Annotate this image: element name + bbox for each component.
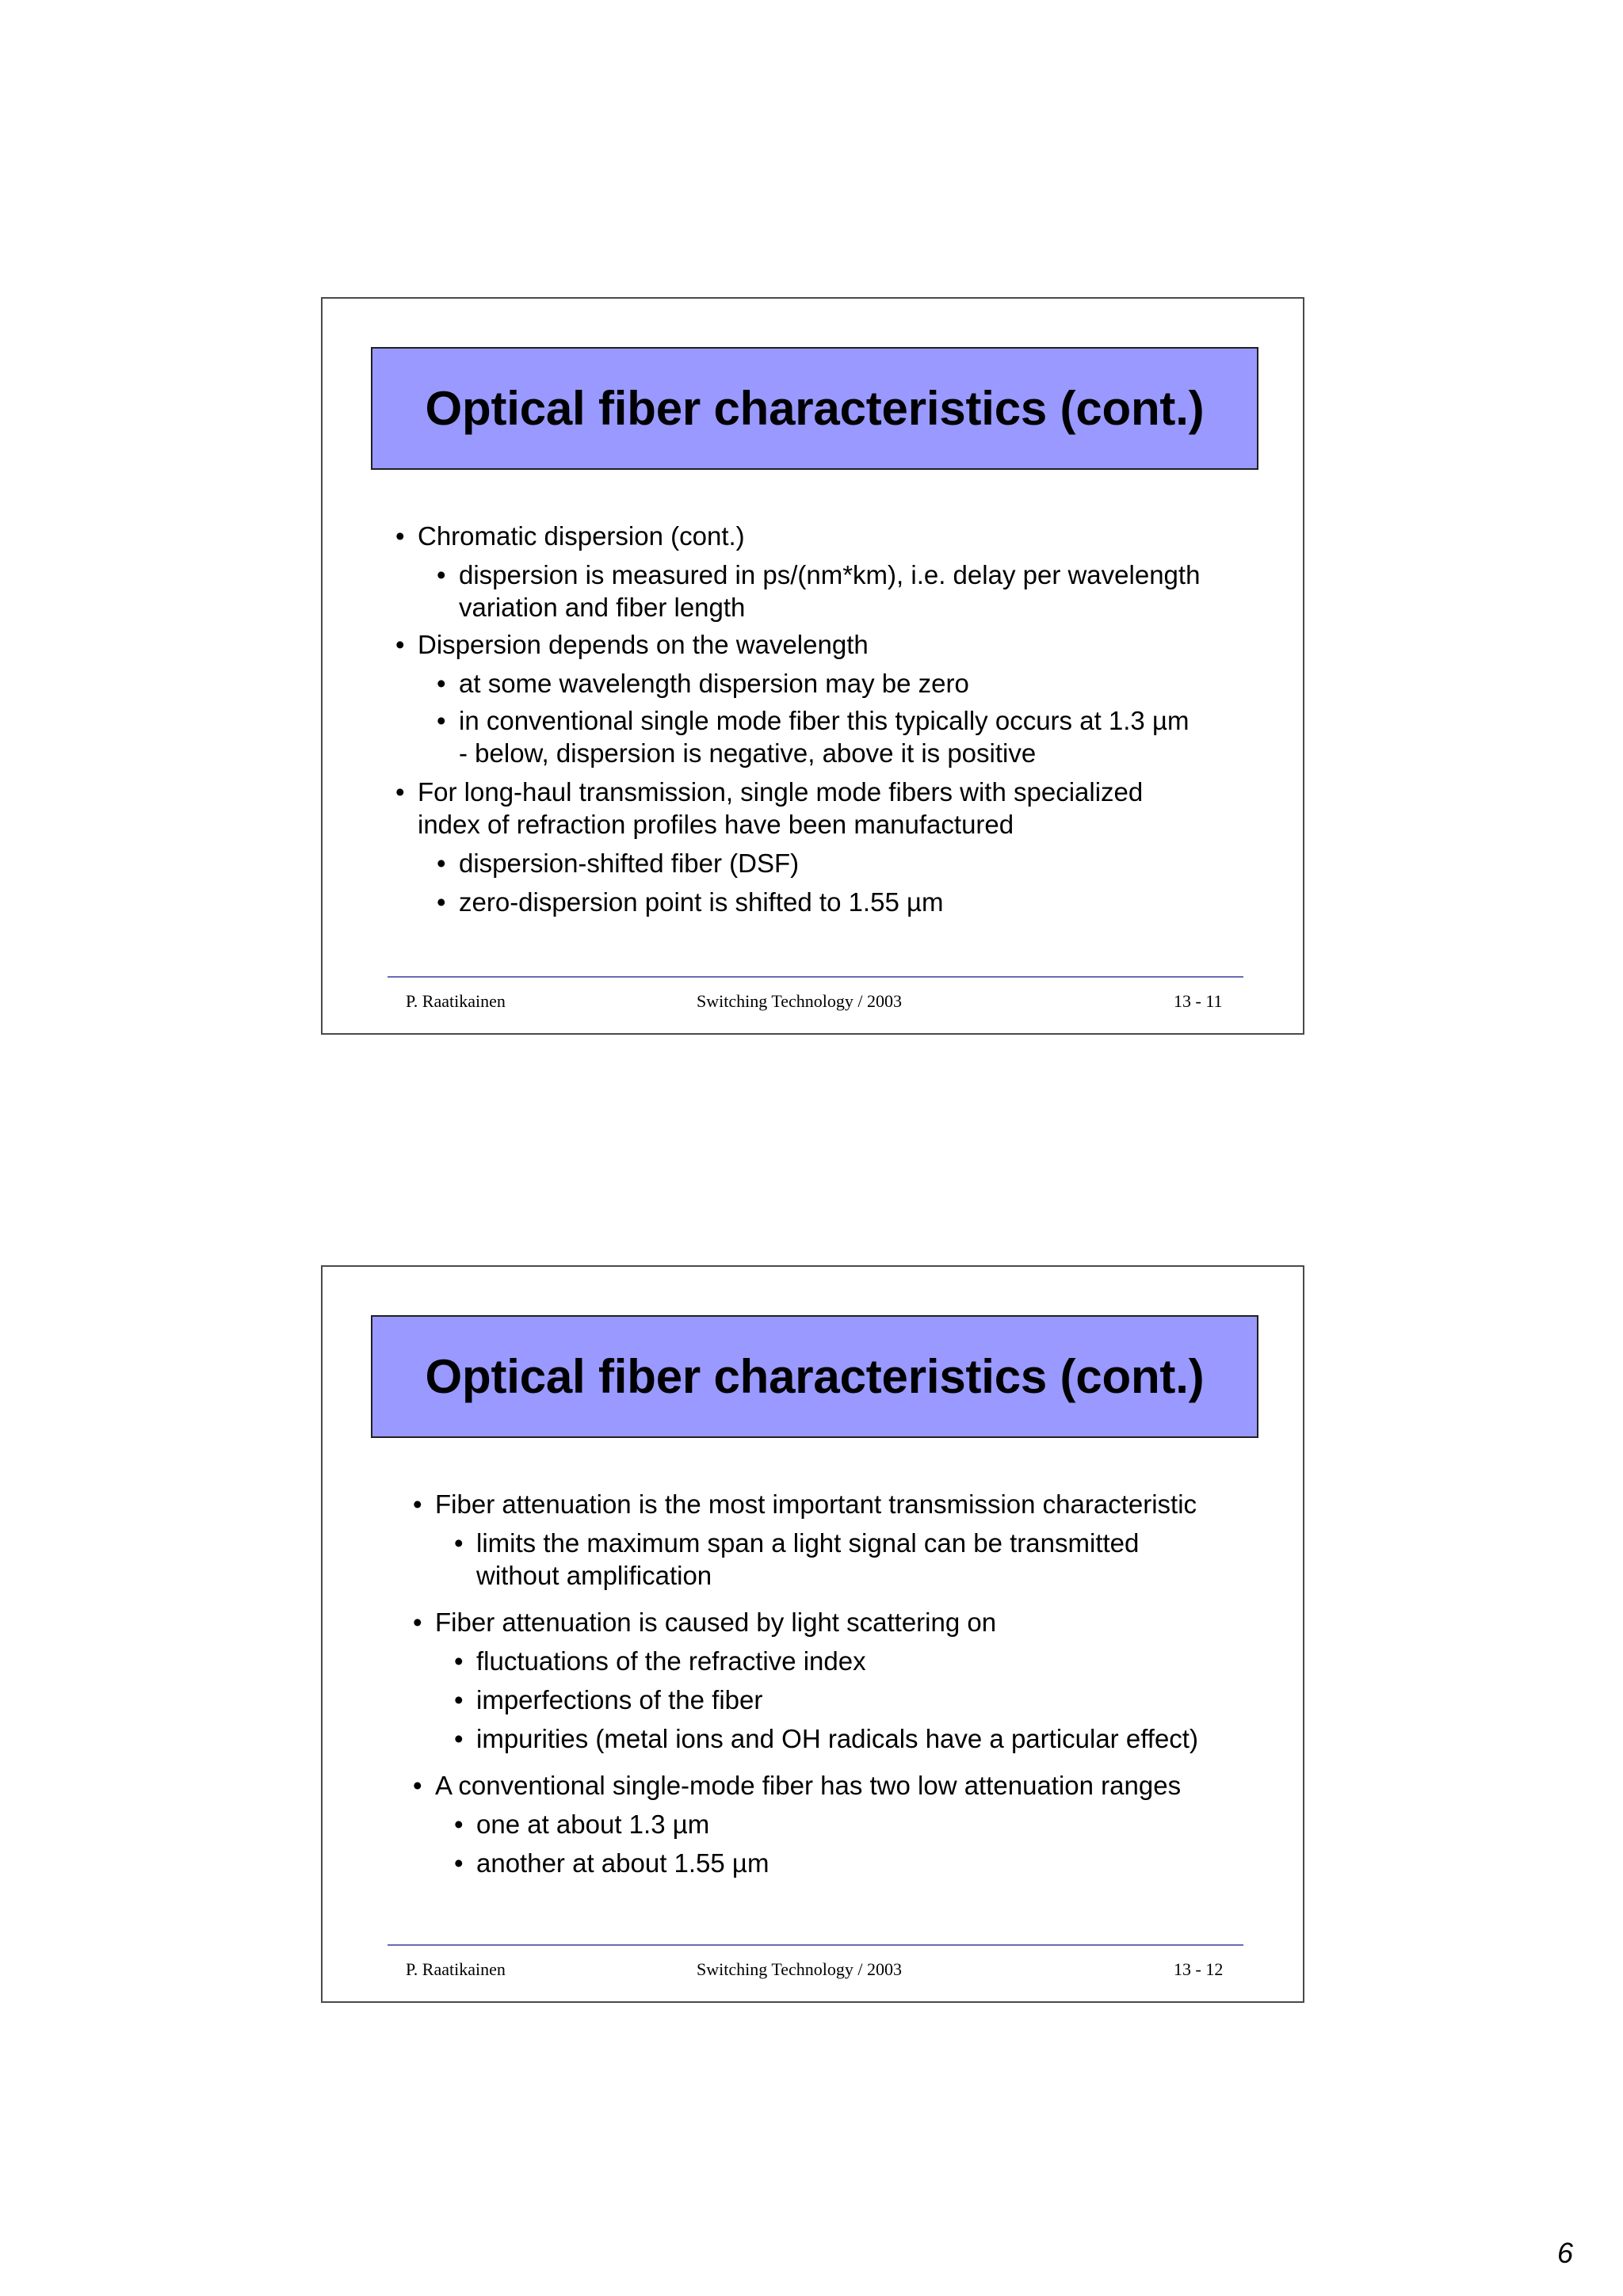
bullet-text: imperfections of the fiber [476, 1685, 763, 1714]
bullet-item [395, 704, 1275, 769]
bullet-text: another at about 1.55 µm [476, 1848, 769, 1878]
bullet-text: variation and fiber length [459, 593, 746, 622]
bullet-text: limits the maximum span a light signal can be transmitted [476, 1528, 1140, 1558]
bullet-text: zero-dispersion point is shifted to 1.55 µm [459, 887, 944, 917]
bullet-item [413, 1684, 1285, 1716]
bullet-item [413, 1847, 1285, 1879]
bullet-text: impurities (metal ions and OH radicals have a particular effect) [476, 1724, 1198, 1753]
slide-13-12 [321, 1265, 1304, 2003]
footer-course: Switching Technology / 2003 [697, 1959, 902, 1979]
bullet-marker: • [395, 630, 405, 659]
bullet-list [413, 1488, 1285, 1879]
bullet-text: at some wavelength dispersion may be zero [459, 669, 969, 698]
bullet-text: Fiber attenuation is the most important transmission characteristic [435, 1489, 1197, 1519]
bullet-marker: • [437, 849, 446, 878]
footer-author: P. Raatikainen [406, 1959, 506, 1979]
bullet-marker: • [454, 1646, 464, 1676]
bullet-text: index of refraction profiles have been manufactured [418, 810, 1014, 839]
bullet-marker: • [413, 1608, 422, 1637]
bullet-item [395, 520, 1275, 552]
bullet-text: - below, dispersion is negative, above it is positive [459, 738, 1037, 768]
footer-course: Switching Technology / 2003 [697, 991, 902, 1011]
bullet-marker: • [454, 1724, 464, 1753]
bullet-item [395, 628, 1275, 661]
bullet-marker: • [454, 1848, 464, 1878]
bullet-item [395, 776, 1275, 841]
bullet-text: dispersion is measured in ps/(nm*km), i.e. delay per wavelength [459, 560, 1201, 589]
bullet-text: For long-haul transmission, single mode fibers with specialized [418, 777, 1144, 807]
bullet-text: one at about 1.3 µm [476, 1810, 710, 1839]
bullet-marker: • [437, 887, 446, 917]
bullet-text: without amplification [476, 1561, 712, 1590]
bullet-marker: • [437, 669, 446, 698]
footer-divider [388, 1944, 1243, 1946]
bullet-text: fluctuations of the refractive index [476, 1646, 866, 1676]
bullet-item [395, 886, 1275, 918]
slide-13-11 [321, 297, 1304, 1035]
bullet-item [395, 667, 1275, 700]
bullet-text: dispersion-shifted fiber (DSF) [459, 849, 800, 878]
bullet-marker: • [454, 1528, 464, 1558]
bullet-text: A conventional single-mode fiber has two low attenuation ranges [435, 1771, 1182, 1800]
bullet-marker: • [437, 706, 446, 735]
footer-slide-number: 13 - 12 [1174, 1959, 1224, 1979]
bullet-marker: • [454, 1685, 464, 1714]
footer-divider [388, 976, 1243, 978]
bullet-item [413, 1645, 1285, 1677]
footer-slide-number: 13 - 11 [1174, 991, 1223, 1011]
bullet-list [395, 520, 1275, 918]
bullet-item [395, 847, 1275, 879]
slide-title: Optical fiber characteristics (cont.) [425, 1350, 1205, 1403]
bullet-text: Fiber attenuation is caused by light scattering on [435, 1608, 997, 1637]
bullet-marker: • [413, 1489, 422, 1519]
page-number: 6 [1557, 2237, 1574, 2269]
bullet-item [413, 1527, 1285, 1592]
bullet-item [413, 1606, 1285, 1638]
bullet-marker: • [395, 521, 405, 551]
bullet-marker: • [454, 1810, 464, 1839]
slide-title: Optical fiber characteristics (cont.) [425, 382, 1205, 435]
bullet-marker: • [437, 560, 446, 589]
bullet-item [395, 559, 1275, 624]
bullet-item [413, 1488, 1285, 1520]
bullet-item [413, 1722, 1285, 1755]
slide-title-box [371, 1315, 1258, 1438]
slide-title-box [371, 347, 1258, 470]
bullet-text: Dispersion depends on the wavelength [418, 630, 869, 659]
bullet-marker: • [413, 1771, 422, 1800]
bullet-marker: • [395, 777, 405, 807]
bullet-item [413, 1769, 1285, 1802]
footer-author: P. Raatikainen [406, 991, 506, 1011]
bullet-text: Chromatic dispersion (cont.) [418, 521, 745, 551]
bullet-text: in conventional single mode fiber this typically occurs at 1.3 µm [459, 706, 1190, 735]
bullet-item [413, 1808, 1285, 1840]
